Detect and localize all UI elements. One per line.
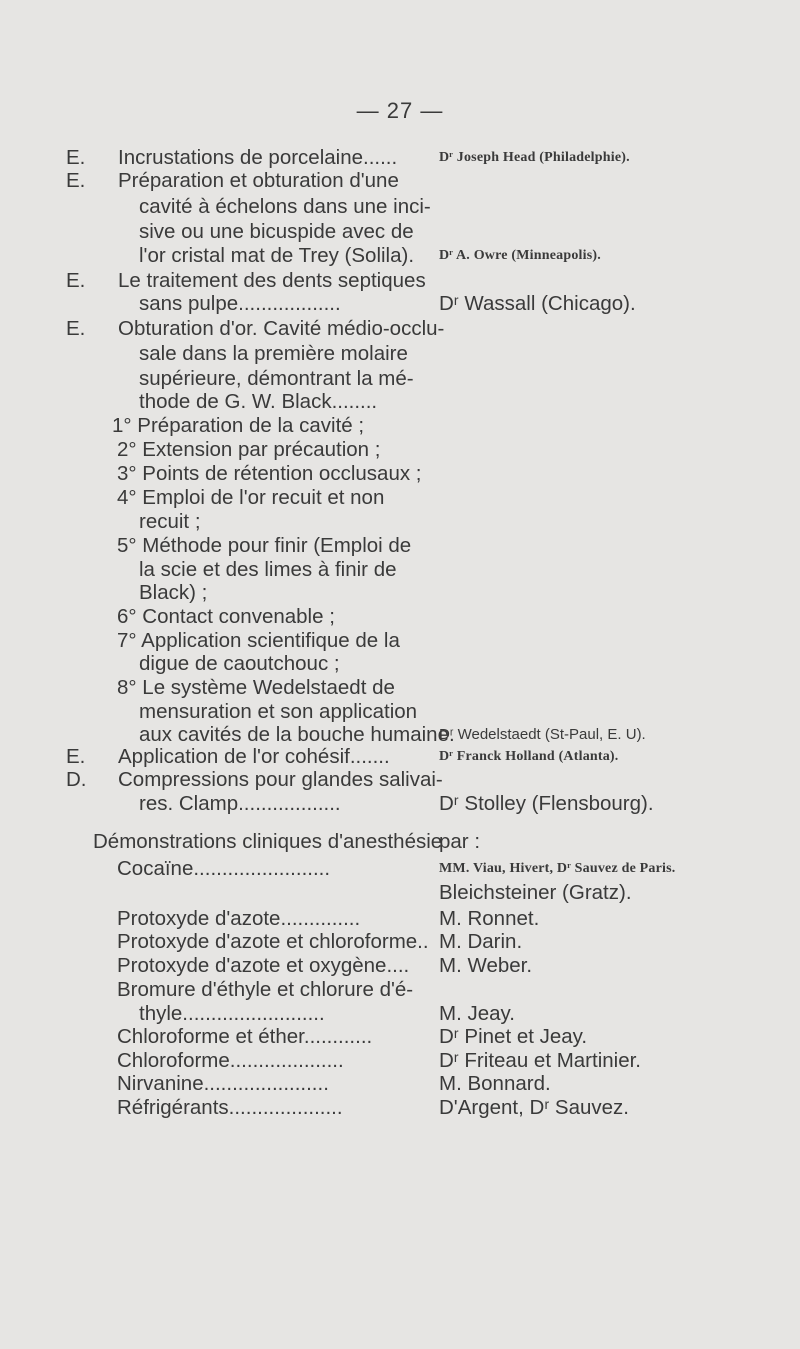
presenter-name: M. Jeay. xyxy=(439,1002,515,1025)
entry-text: Chloroforme et éther............ xyxy=(117,1025,373,1048)
entry-text: aux cavités de la bouche humaine. xyxy=(139,723,455,746)
presenter-name: Dʳ Friteau et Martinier. xyxy=(439,1049,642,1072)
program-line xyxy=(0,437,800,463)
page-number: — 27 — xyxy=(356,98,444,123)
presenter-name: MM. Viau, Hivert, Dʳ Sauvez de Paris. xyxy=(439,861,676,876)
category-letter: E. xyxy=(66,745,86,768)
entry-text: Réfrigérants.................... xyxy=(117,1096,343,1119)
entry-text: Démonstrations cliniques d'anesthésie xyxy=(93,830,443,853)
program-line xyxy=(0,767,800,793)
entry-text: 3° Points de rétention occlusaux ; xyxy=(117,462,422,485)
program-line xyxy=(0,977,800,1003)
entry-text: 7° Application scientifique de la xyxy=(117,629,400,652)
entry-text: Le traitement des dents septiques xyxy=(118,269,426,292)
program-line xyxy=(0,880,800,906)
entry-text: sive ou une bicuspide avec de xyxy=(139,220,414,243)
entry-text: sans pulpe.................. xyxy=(139,292,341,315)
entry-text: Nirvanine...................... xyxy=(117,1072,329,1095)
entry-text: 5° Méthode pour finir (Emploi de xyxy=(117,534,412,557)
category-letter: E. xyxy=(66,169,86,192)
entry-text: recuit ; xyxy=(139,510,201,533)
program-line xyxy=(0,485,800,511)
program-line xyxy=(0,580,800,606)
presenter-name: Dʳ Stolley (Flensbourg). xyxy=(439,792,654,815)
entry-text: res. Clamp.................. xyxy=(139,792,341,815)
entry-text: sale dans la première molaire xyxy=(139,342,408,365)
program-line xyxy=(0,829,800,855)
entry-text: l'or cristal mat de Trey (Solila). xyxy=(139,244,415,267)
program-line xyxy=(0,929,800,955)
program-line xyxy=(0,168,800,194)
entry-text: thode de G. W. Black........ xyxy=(139,390,378,413)
program-line xyxy=(0,316,800,342)
presenter-name: Dʳ Wassall (Chicago). xyxy=(439,292,636,315)
presenter-name: D'Argent, Dʳ Sauvez. xyxy=(439,1096,629,1119)
program-line xyxy=(0,651,800,677)
program-line xyxy=(0,509,800,535)
entry-text: supérieure, démontrant la mé- xyxy=(139,367,414,390)
program-line xyxy=(0,341,800,367)
entry-text: la scie et des limes à finir de xyxy=(139,558,397,581)
category-letter: D. xyxy=(66,768,87,791)
category-letter: E. xyxy=(66,146,86,169)
program-line xyxy=(0,194,800,220)
entry-text: mensuration et son application xyxy=(139,700,418,723)
presenter-name: M. Weber. xyxy=(439,954,533,977)
program-line xyxy=(0,389,800,415)
entry-text: digue de caoutchouc ; xyxy=(139,652,340,675)
category-letter: E. xyxy=(66,269,86,292)
entry-text: 6° Contact convenable ; xyxy=(117,605,335,628)
entry-text: Black) ; xyxy=(139,581,208,604)
program-line xyxy=(0,461,800,487)
presenter-name: M. Bonnard. xyxy=(439,1072,551,1095)
presenter-name: Dʳ Wedelstaedt (St-Paul, E. U). xyxy=(439,726,646,743)
presenter-name: M. Darin. xyxy=(439,930,523,953)
program-line xyxy=(0,219,800,245)
presenter-name: Dʳ Franck Holland (Atlanta). xyxy=(439,749,619,764)
entry-text: 2° Extension par précaution ; xyxy=(117,438,381,461)
program-line xyxy=(0,604,800,630)
presenter-name: Dʳ Pinet et Jeay. xyxy=(439,1025,588,1048)
entry-text: Protoxyde d'azote et chloroforme.. xyxy=(117,930,429,953)
program-line xyxy=(0,291,800,317)
program-line xyxy=(0,791,800,817)
entry-text: thyle......................... xyxy=(139,1002,325,1025)
program-line xyxy=(0,413,800,439)
entry-text: Application de l'or cohésif....... xyxy=(118,745,390,768)
entry-text: Bromure d'éthyle et chlorure d'é- xyxy=(117,978,414,1001)
program-line xyxy=(0,1095,800,1121)
entry-text: 4° Emploi de l'or recuit et non xyxy=(117,486,385,509)
program-line xyxy=(0,675,800,701)
entry-text: Compressions pour glandes salivai- xyxy=(118,768,443,791)
entry-text: Préparation et obturation d'une xyxy=(118,169,399,192)
program-line xyxy=(0,243,800,269)
program-line xyxy=(0,953,800,979)
entry-text: 1° Préparation de la cavité ; xyxy=(112,414,365,437)
program-line xyxy=(0,1071,800,1097)
entry-text: cavité à échelons dans une inci- xyxy=(139,195,431,218)
presenter-name: Dʳ Joseph Head (Philadelphie). xyxy=(439,150,630,165)
program-line xyxy=(0,856,800,882)
presenter-name: Bleichsteiner (Gratz). xyxy=(439,881,632,904)
entry-text: 8° Le système Wedelstaedt de xyxy=(117,676,395,699)
entry-text: Chloroforme.................... xyxy=(117,1049,344,1072)
program-line xyxy=(0,533,800,559)
category-letter: E. xyxy=(66,317,86,340)
entry-text: Protoxyde d'azote.............. xyxy=(117,907,361,930)
entry-text: Cocaïne........................ xyxy=(117,857,331,880)
entry-text: Protoxyde d'azote et oxygène.... xyxy=(117,954,410,977)
presenter-name: M. Ronnet. xyxy=(439,907,540,930)
program-line xyxy=(0,1024,800,1050)
presenter-name: par : xyxy=(439,830,481,853)
entry-text: Obturation d'or. Cavité médio-occlu- xyxy=(118,317,445,340)
presenter-name: Dʳ A. Owre (Minneapolis). xyxy=(439,248,601,263)
entry-text: Incrustations de porcelaine...... xyxy=(118,146,398,169)
